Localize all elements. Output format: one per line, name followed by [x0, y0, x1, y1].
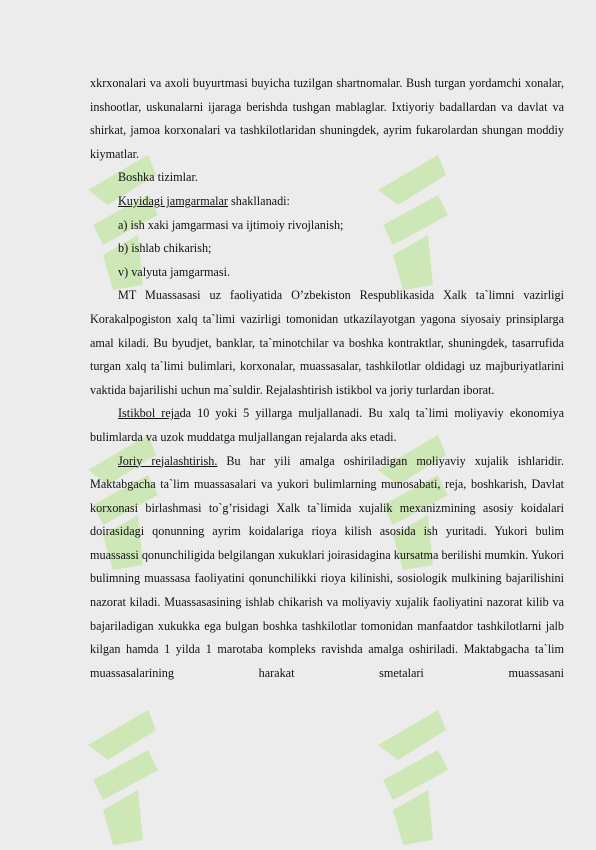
underlined-term: Istikbol reja — [118, 406, 180, 421]
paragraph — [90, 190, 564, 214]
underlined-term: Joriy rejalashtirish. — [118, 453, 218, 468]
list-item: a) ish xaki jamgarmasi va ijtimoiy rivojlanish; — [118, 217, 344, 232]
watermark-logo — [368, 690, 458, 850]
paragraph — [90, 402, 564, 449]
body-text — [90, 72, 564, 685]
paragraph-rest: Bu har yili amalga oshiriladigan moliyaviy xujalik ishlaridir. Maktabgacha ta`lim muassasalari va yukori bulimlarning munosabati, reja, boshkarish, Davlat korxonasi birlashmasi to`g’risidagi Xalk ta`limida xujalik mexanizmining asosiy koidalari doirasidagi qonunning ayrim koidalariga rioya kilish asosida ish yuritadi. Yukori bulim muassassi qonunchiligida belgilangan xukuklari joirasidagina kursatma berilishi mumkin. Yukori bulimning muassasa faoliyatini qonunchilikki rioya kilinishi, sosiologik mulkining bajarilishini nazorat kiladi. Muassasasining ishlab chikarish va moliyaviy xujalik faoliyatini nazorat kilib va bajariladigan xukukka ega bulgan boshka tashkilotlar tomonidan manfaatdor tashkilotlarni jalb kilgan hamda 1 yilda 1 marotaba kompleks ravishda amalga oshiriladi. Maktabgacha ta`lim muassasalarining harakat smetalari muassasani — [90, 453, 564, 680]
paragraph-rest: da 10 yoki 5 yillarga muljallanadi. Bu xalq ta`limi moliyaviy ekonomiya bulimlarda va uzok muddatga muljallangan rejalarda aks etadi. — [90, 406, 564, 444]
watermark-logo — [78, 690, 168, 850]
list-item: v) valyuta jamgarmasi. — [118, 264, 231, 279]
paragraph: xkrxonalari va axoli buyurtmasi buyicha tuzilgan shartnomalar. Bush turgan yordamchi xonalar, inshootlar, uskunalarni ijaraga berishda tushgan mablaglar. Ixtiyoriy badallardan va davlat va shirkat, jamoa korxonalari va tashkilotlaridan shuningdek, ayrim fukarolardan shungan moddiy kiymatlar. — [90, 76, 564, 161]
underlined-term: Kuyidagi jamgarmalar — [118, 193, 228, 208]
paragraph: MT Muassasasi uz faoliyatida O’zbekiston Respublikasida Xalk ta`limni vazirligi Korakalpogiston xalq ta`limi vazirligi tomonidan utkazilayotgan yagona siyosaiy prinsiplarga amal kiladi. Bu byudjet, banklar, ta`minotchilar va boshka kontraktlar, shuningdek, tasarrufida turgan xalq ta`limi bulimlari, korxonalar, muassasalar, tashkilotlar oldidagi uz majburiyatlarini vaktida bajarilishi uchun ma`suldir. Rejalashtirish istikbol va joriy turlardan iborat. — [90, 288, 564, 397]
paragraph: Boshka tizimlar. — [118, 170, 198, 185]
list-item: b) ishlab chikarish; — [118, 241, 212, 256]
paragraph — [90, 450, 564, 686]
paragraph-rest: shakllanadi: — [228, 193, 290, 208]
